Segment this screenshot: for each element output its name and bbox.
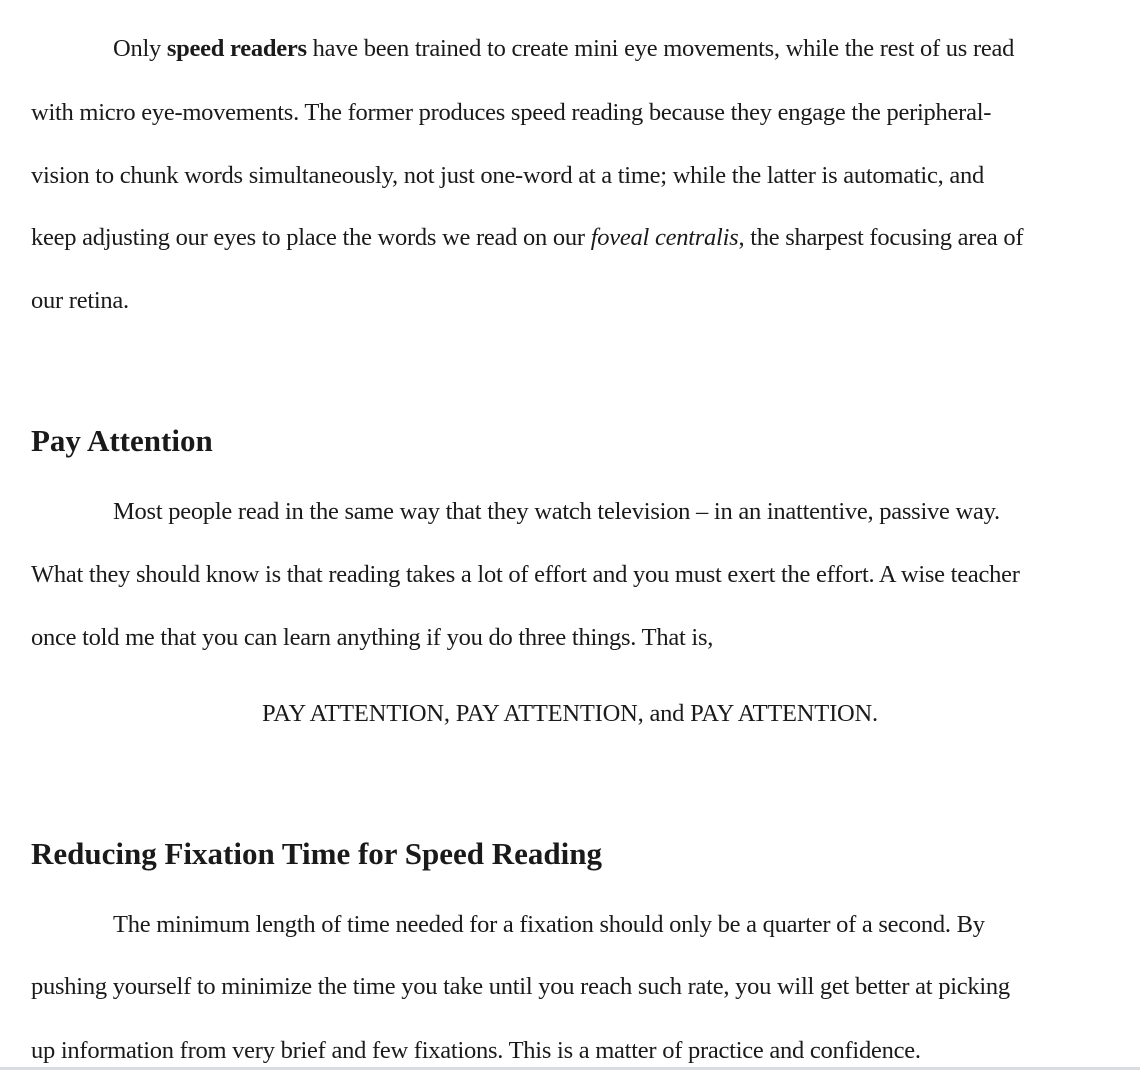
paragraph-1-line-4 [31, 223, 1023, 253]
italic-term: foveal centralis [590, 224, 739, 251]
centered-emphasis-line: PAY ATTENTION, PAY ATTENTION, and PAY ATTENTION. [262, 700, 878, 727]
text-run: have been trained to create mini eye movements, while the rest of us read [306, 35, 1015, 62]
paragraph-3-line-1: The minimum length of time needed for a fixation should only be a quarter of a second. By [113, 911, 985, 938]
paragraph-2-line-1: Most people read in the same way that they watch television – in an inattentive, passive way. [113, 498, 1000, 525]
section-heading-reducing-fixation-time: Reducing Fixation Time for Speed Reading [31, 836, 602, 871]
paragraph-3-line-3: up information from very brief and few fixations. This is a matter of practice and confidence. [31, 1037, 921, 1064]
paragraph-3-line-2: pushing yourself to minimize the time you take until you reach such rate, you will get better at picking [31, 973, 1010, 1000]
text-run: Only [113, 35, 167, 62]
bold-term: speed readers [166, 35, 307, 62]
text-run: , the sharpest focusing area of [738, 224, 1024, 251]
paragraph-2-line-3: once told me that you can learn anything if you do three things. That is, [31, 624, 714, 651]
section-heading-pay-attention: Pay Attention [31, 423, 213, 458]
paragraph-1-line-1 [113, 34, 1014, 64]
paragraph-1-line-5: our retina. [31, 287, 129, 314]
paragraph-1-line-2: with micro eye-movements. The former produces speed reading because they engage the peripheral- [31, 99, 992, 126]
paragraph-1-line-3: vision to chunk words simultaneously, not just one-word at a time; while the latter is automatic, and [31, 162, 984, 189]
text-run: keep adjusting our eyes to place the words we read on our [31, 224, 591, 251]
paragraph-2-line-2: What they should know is that reading takes a lot of effort and you must exert the effort. A wise teacher [31, 561, 1020, 588]
